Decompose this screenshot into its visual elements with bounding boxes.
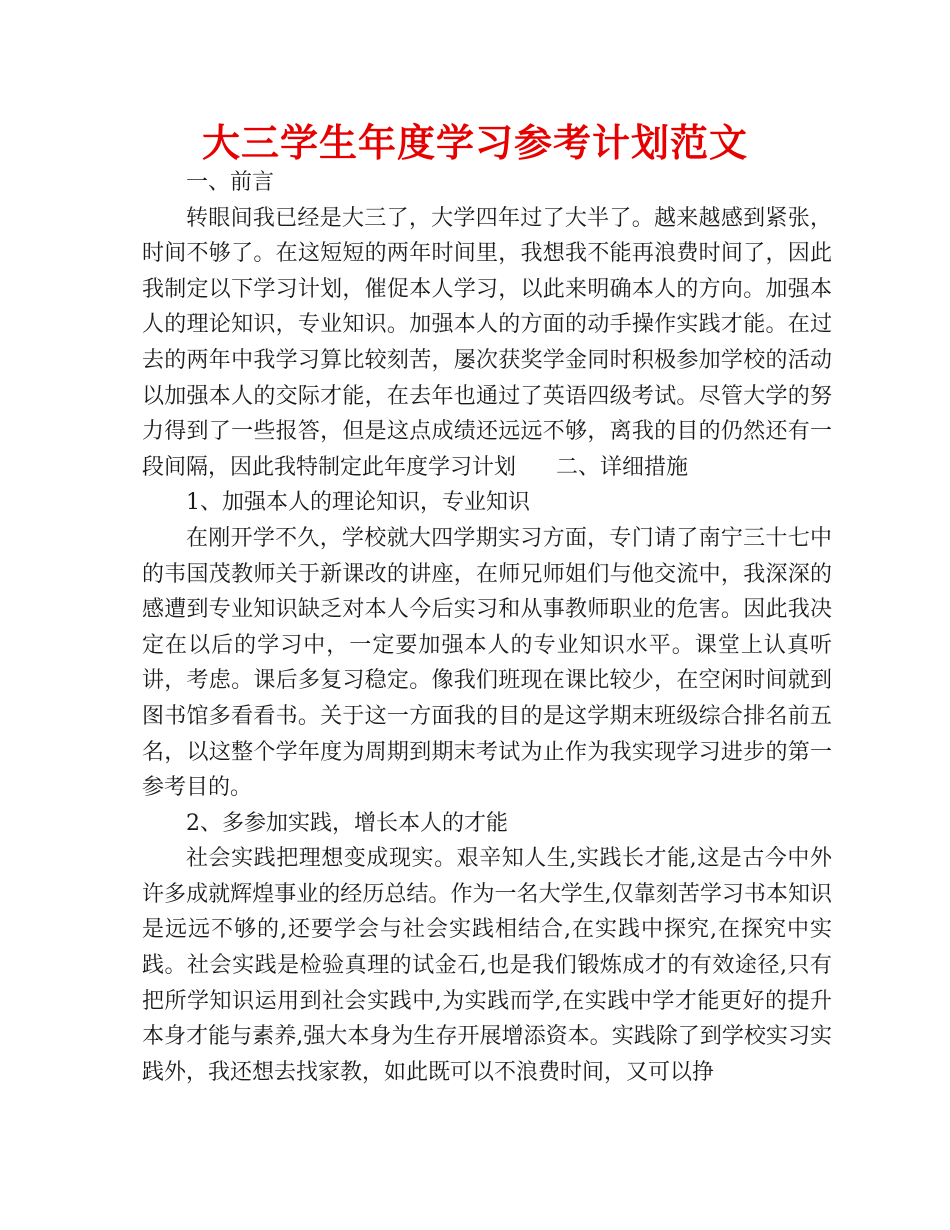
paragraph-intro <box>142 201 832 486</box>
document-title: 大三学生年度学习参考计划范文 <box>201 121 748 165</box>
section-heading-intro: 一、前言 <box>186 170 275 195</box>
paragraph-theory: 在刚开学不久，学校就大四学期实习方面，专门请了南宁三十七中的韦国茂教师关于新课改的讲座，在师兄师姐们与他交流中，我深深的感遭到专业知识缺乏对本人今后实习和从事教师职业的危害。因此我决定在以后的学习中，一定要加强本人的专业知识水平。课堂上认真听讲，考虑。课后多复习稳定。像我们班现在课比较少，在空闲时间就到图书馆多看看书。关于这一方面我的目的是这学期末班级综合排名前五名，以这整个学年度为周期到期末考试为止作为我实现学习进步的第一参考目的。 <box>142 525 832 801</box>
paragraph-intro-text: 转眼间我已经是大三了，大学四年过了大半了。越来越感到紧张，时间不够了。在这短短的两年时间里，我想我不能再浪费时间了，因此我制定以下学习计划，催促本人学习，以此来明确本人的方向。加强本人的理论知识，专业知识。加强本人的方面的动手操作实践才能。在过去的两年中我学习算比较刻苦，屡次获奖学金同时积极参加学校的活动以加强本人的交际才能，在去年也通过了英语四级考试。尽管大学的努力得到了一些报答，但是这点成绩还远远不够，离我的目的仍然还有一段间隔，因此我特制定此年度学习计划 <box>142 205 832 480</box>
section-heading-measures: 二、详细措施 <box>556 454 689 480</box>
document-body <box>142 165 832 1090</box>
paragraph-practice: 社会实践把理想变成现实。艰辛知人生,实践长才能,这是古今中外许多成就辉煌事业的经历总结。作为一名大学生,仅靠刻苦学习书本知识是远远不够的,还要学会与社会实践相结合,在实践中探究,在探究中实践。社会实践是检验真理的试金石,也是我们锻炼成才的有效途径,只有把所学知识运用到社会实践中,为实践而学,在实践中学才能更好的提升本身才能与素养,强大本身为生存开展增添资本。实践除了到学校实习实践外，我还想去找家教，如此既可以不浪费时间，又可以挣 <box>142 846 832 1085</box>
subheading-theory: 1、加强本人的理论知识，专业知识 <box>186 490 530 516</box>
subheading-practice: 2、多参加实践，增长本人的才能 <box>186 810 508 836</box>
